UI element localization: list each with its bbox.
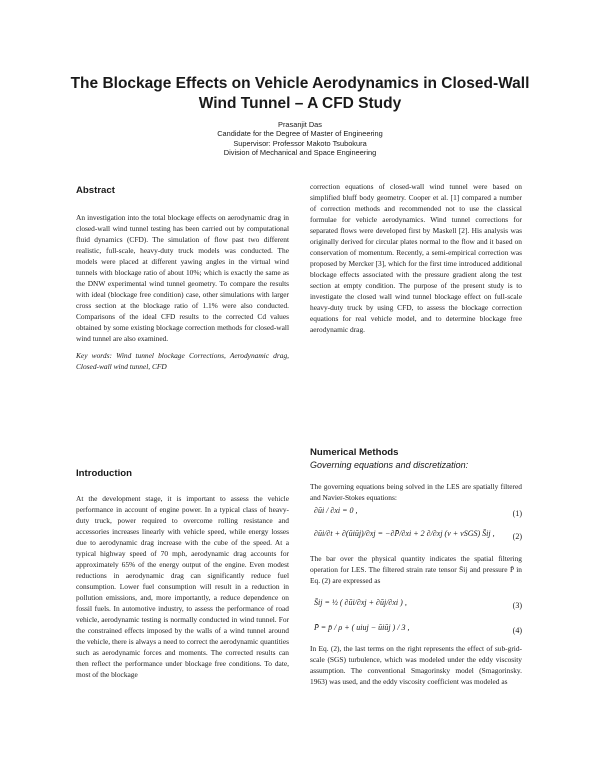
abstract-text: An investigation into the total blockage effects on aerodynamic drag in closed-wall wind tunnel testing has been carried out by computational fluid dynamics (CFD). The simulation of flow past two different realistic, full-scale, heavy-duty truck models was conducted. The models were placed at different yawing angles in the virtual wind tunnels with blockage ratio of about 10%; which is exactly the same as the DNW experimental wind tunnel geometry. To compare the results with ideal (blockage free condition) case, other simulations with larger cross section at the blockage ratio of 1.1% were also conducted. Comparisons of the ideal CFD results to the corrected Cd values obtained by some existing blockage correction methods for closed-wall wind tunnel are also examined. — [76, 213, 289, 343]
equation-3 — [310, 598, 522, 614]
author-degree: Candidate for the Degree of Master of Engineering — [217, 129, 383, 139]
equation-1-number: (1) — [512, 509, 522, 518]
methods-mid-text: The bar over the physical quantity indicates the spatial filtering operation for LES. The filtered strain rate tensor S̄ij and pressure P̄ in Eq. (2) are expressed as — [310, 554, 522, 585]
methods-subheading: Governing equations and discretization: — [310, 460, 469, 470]
abstract-keywords: Key words: Wind tunnel blockage Corrections, Aerodynamic drag, Closed-wall wind tunnel, CFD — [76, 351, 289, 371]
methods-intro-text: The governing equations being solved in the LES are spatially filtered and Navier-Stokes equations: — [310, 482, 522, 502]
author-name: Prasanjit Das — [278, 120, 322, 129]
equation-2-body: ∂ūi/∂t + ∂(ūiūj)/∂xj = −∂P̄/∂xi + 2 ∂/∂xj (ν + νSGS) S̄ij , — [314, 529, 495, 538]
paper-title — [40, 74, 560, 114]
title-line-2: Wind Tunnel – A CFD Study — [198, 95, 402, 112]
introduction-heading: Introduction — [76, 468, 132, 479]
equation-4-body: P̄ = p̄ / ρ + ( uiuj − ūiūj ) / 3 , — [314, 623, 410, 632]
equation-2 — [310, 529, 522, 545]
author-supervisor: Supervisor: Professor Makoto Tsubokura — [233, 138, 367, 148]
equation-1 — [310, 506, 522, 522]
introduction-text: At the development stage, it is important to assess the vehicle performance in account of engine power. In a typical class of heavy-duty truck, power required to overcome rolling resistance and accessories increases linearly with vehicle speed, while energy losses due to aerodynamic drag increase with the cube of the speed. At a typical highway speed of 70 mph, aerodynamic drag accounts for approximately 65% of the energy output of the engine. Even modest reductions in aerodynamic drag can significantly reduce fuel consumption. Lower fuel consumption will result in a reduction in pollution emissions, and, more importantly, a reduce dependence on fossil fuels. In automotive industry, to assess the performance of road vehicle, aerodynamic testing is normally conducted in wind tunnel. For the constrained effects imposed by the walls of a wind tunnel around the vehicle, there is always a need to correct the aerodynamic quantities such as aerodynamic forces and moments. The corrected results can then reflect the performance under blockage free conditions. To date, most of the blockage — [76, 494, 289, 679]
equation-2-number: (2) — [512, 532, 522, 541]
equation-4-number: (4) — [512, 626, 522, 635]
methods-intro — [310, 481, 522, 503]
equation-1-body: ∂ūi / ∂xi = 0 , — [314, 506, 358, 515]
author-division: Division of Mechanical and Space Engineering — [223, 148, 377, 158]
methods-closing — [310, 643, 522, 687]
methods-closing-text: In Eq. (2), the last terms on the right represents the effect of sub-grid-scale (SGS) turbulence, which was modeled under the eddy viscosity assumption. The conventional Smagorinsky model (Smagorinsky. 1963) was used, and the eddy viscosity coefficient was modeled as — [310, 644, 522, 686]
equation-3-body: S̄ij = ½ ( ∂ūi/∂xj + ∂ūj/∂xi ) , — [314, 598, 407, 607]
introduction-body — [76, 493, 289, 680]
introduction-continued-text: correction equations of closed-wall wind tunnel were based on simplified bluff body geometry. Cooper et al. [1] compared a number of correction methods and recommended not to use the classical formulae for vehicle aerodynamics. Wind tunnel corrections for separated flows were developed first by Maskell [2]. His analysis was originally derived for circular plates normal to the flow and it based on conservation of momentum. Recently, a semi-empirical correction was proposed by Mercker [3], which for the first time introduced additional blockage effects associated with the pressure gradient along the test section at empty condition. The purpose of the present study is to investigate the closed wall wind tunnel blockage effect on full-scale heavy-duty truck by using CFD, to assess the blockage correction equations for real vehicle model, and to determine blockage free aerodynamic drag. — [310, 182, 522, 334]
introduction-continued — [310, 181, 522, 335]
author-block — [100, 120, 500, 158]
abstract-heading: Abstract — [76, 185, 115, 196]
methods-mid — [310, 553, 522, 586]
equation-3-number: (3) — [512, 601, 522, 610]
title-line-1: The Blockage Effects on Vehicle Aerodynamics in Closed-Wall — [70, 75, 530, 92]
abstract-body — [76, 212, 289, 372]
methods-heading: Numerical Methods — [310, 447, 399, 458]
equation-4 — [310, 623, 522, 639]
